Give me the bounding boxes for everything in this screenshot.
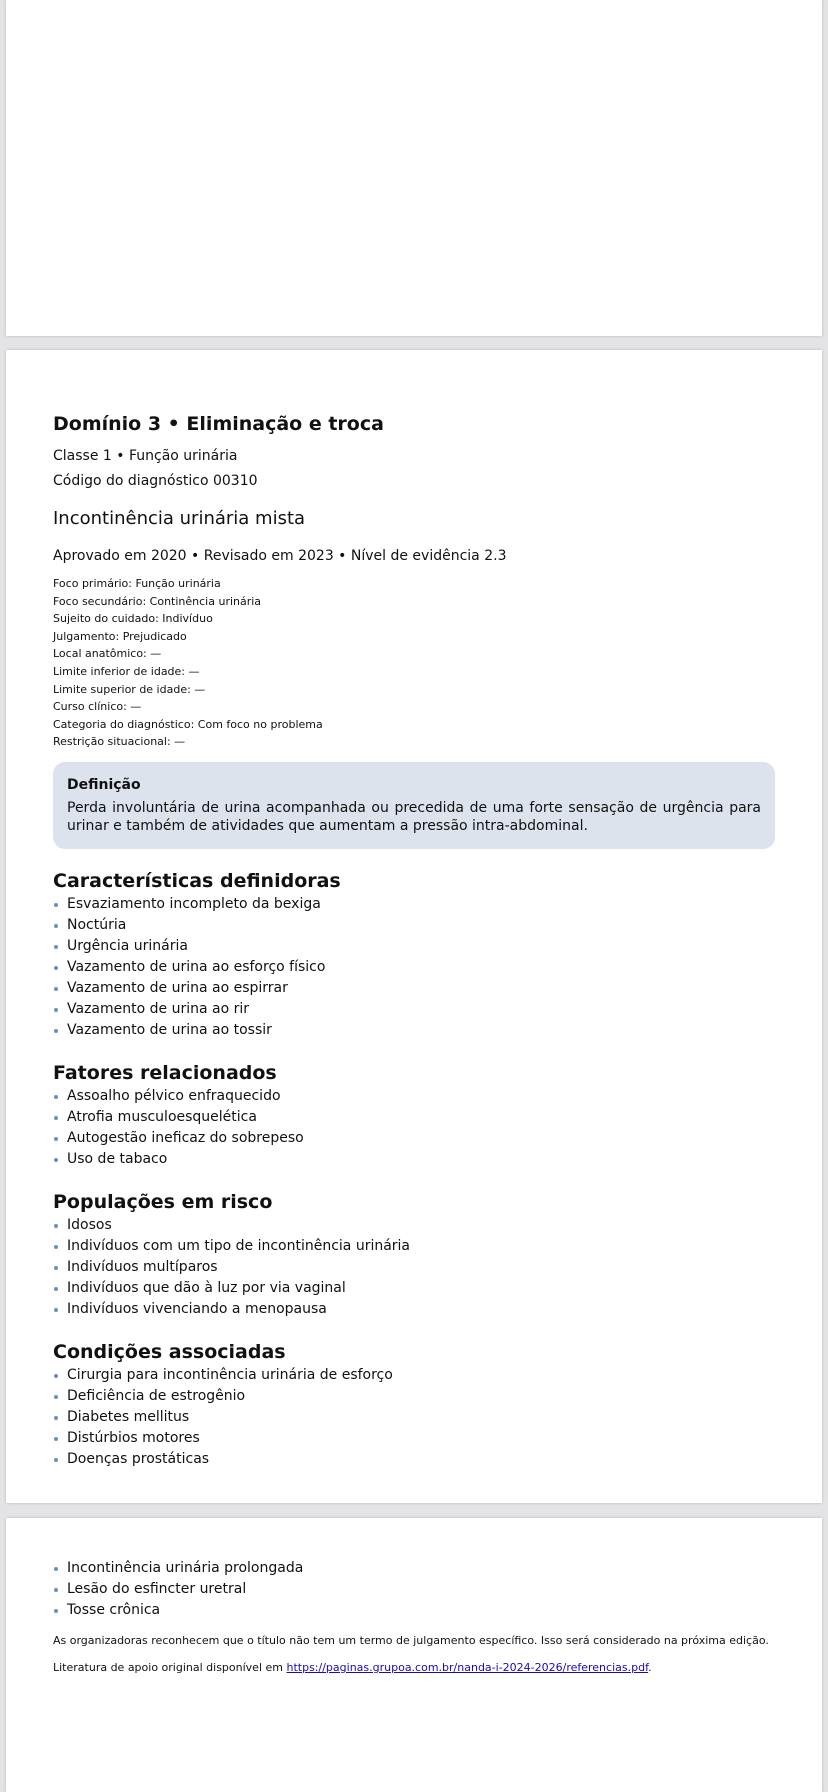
meta-secondary-focus: Foco secundário: Continência urinária bbox=[53, 594, 262, 608]
list-item: Urgência urinária bbox=[53, 936, 775, 957]
section-title-defining: Características definidoras bbox=[53, 869, 341, 892]
list-item: Assoalho pélvico enfraquecido bbox=[53, 1086, 775, 1107]
list-item: Lesão do esfincter uretral bbox=[53, 1579, 775, 1600]
domain-title: Domínio 3 • Eliminação e troca bbox=[53, 413, 384, 435]
list-item: Indivíduos vivenciando a menopausa bbox=[53, 1299, 775, 1320]
diagnosis-title: Incontinência urinária mista bbox=[53, 508, 306, 529]
list-item: Deficiência de estrogênio bbox=[53, 1386, 775, 1407]
meta-anatomical-site: Local anatômico: — bbox=[53, 647, 162, 661]
meta-clinical-course: Curso clínico: — bbox=[53, 700, 142, 714]
class-label: Classe 1 • Função urinária bbox=[53, 448, 238, 464]
continuation-page bbox=[6, 1518, 822, 1792]
defining-characteristics-list bbox=[53, 894, 775, 1041]
associated-conditions-continued-list bbox=[53, 1558, 775, 1621]
list-item: Idosos bbox=[53, 1215, 775, 1236]
section-title-related: Fatores relacionados bbox=[53, 1061, 277, 1084]
list-item: Atrofia musculoesquelética bbox=[53, 1107, 775, 1128]
meta-lower-age-limit: Limite inferior de idade: — bbox=[53, 664, 200, 678]
list-item: Vazamento de urina ao rir bbox=[53, 999, 775, 1020]
approval-info: Aprovado em 2020 • Revisado em 2023 • Nível de evidência 2.3 bbox=[53, 548, 507, 564]
meta-care-subject: Sujeito do cuidado: Indivíduo bbox=[53, 612, 213, 626]
list-item: Vazamento de urina ao esforço físico bbox=[53, 957, 775, 978]
diagnosis-code: Código do diagnóstico 00310 bbox=[53, 473, 258, 489]
list-item: Cirurgia para incontinência urinária de esforço bbox=[53, 1365, 775, 1386]
diagnosis-page bbox=[6, 350, 822, 1503]
associated-conditions-list bbox=[53, 1365, 775, 1470]
related-factors-list bbox=[53, 1086, 775, 1170]
blank-page-top bbox=[6, 0, 822, 336]
references-link[interactable]: https://paginas.grupoa.com.br/nanda-i-2024-2026/referencias.pdf bbox=[286, 1661, 649, 1674]
list-item: Vazamento de urina ao espirrar bbox=[53, 978, 775, 999]
list-item: Doenças prostáticas bbox=[53, 1449, 775, 1470]
list-item: Uso de tabaco bbox=[53, 1149, 775, 1170]
meta-judgment: Julgamento: Prejudicado bbox=[53, 629, 187, 643]
meta-situational-restriction: Restrição situacional: — bbox=[53, 735, 186, 749]
at-risk-populations-list bbox=[53, 1215, 775, 1320]
meta-upper-age-limit: Limite superior de idade: — bbox=[53, 682, 206, 696]
meta-diagnosis-category: Categoria do diagnóstico: Com foco no problema bbox=[53, 717, 323, 731]
list-item: Tosse crônica bbox=[53, 1600, 775, 1621]
definition-label: Definição bbox=[67, 776, 141, 793]
section-title-populations: Populações em risco bbox=[53, 1190, 273, 1213]
metadata-list bbox=[53, 575, 775, 751]
list-item: Noctúria bbox=[53, 915, 775, 936]
section-title-conditions: Condições associadas bbox=[53, 1340, 286, 1363]
list-item: Indivíduos que dão à luz por via vaginal bbox=[53, 1278, 775, 1299]
list-item: Diabetes mellitus bbox=[53, 1407, 775, 1428]
list-item: Autogestão ineficaz do sobrepeso bbox=[53, 1128, 775, 1149]
list-item: Indivíduos com um tipo de incontinência urinária bbox=[53, 1236, 775, 1257]
list-item: Distúrbios motores bbox=[53, 1428, 775, 1449]
meta-primary-focus: Foco primário: Função urinária bbox=[53, 577, 221, 590]
editorial-note: As organizadoras reconhecem que o título não tem um termo de julgamento específico. Isso será considerado na próxima edição. bbox=[53, 1634, 769, 1647]
list-item: Incontinência urinária prolongada bbox=[53, 1558, 775, 1579]
definition-text: Perda involuntária de urina acompanhada ou precedida de uma forte sensação de urgência para urinar e também de atividades que aumentam a pressão intra-abdominal. bbox=[67, 799, 761, 835]
literature-suffix: . bbox=[648, 1661, 652, 1674]
list-item: Indivíduos multíparos bbox=[53, 1257, 775, 1278]
literature-line bbox=[53, 1660, 775, 1676]
list-item: Esvaziamento incompleto da bexiga bbox=[53, 894, 775, 915]
literature-prefix: Literatura de apoio original disponível em bbox=[53, 1661, 287, 1674]
definition-box bbox=[53, 762, 775, 849]
list-item: Vazamento de urina ao tossir bbox=[53, 1020, 775, 1041]
